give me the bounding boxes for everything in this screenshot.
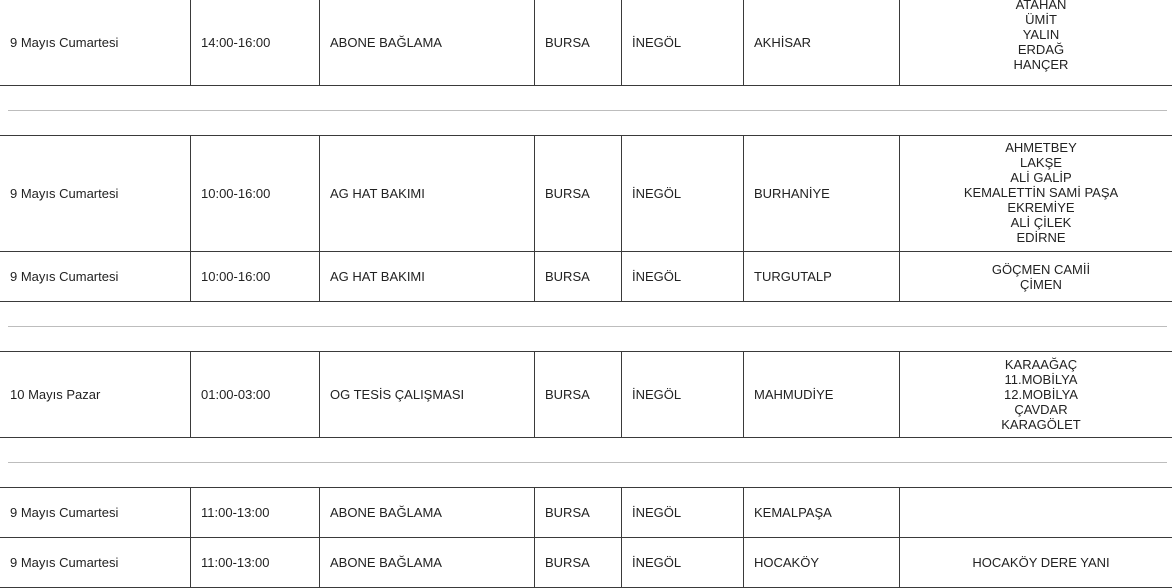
work-type-cell: ABONE BAĞLAMA — [320, 488, 535, 537]
divider — [8, 326, 1167, 327]
district-cell: İNEGÖL — [622, 0, 744, 85]
divider — [8, 462, 1167, 463]
city-cell: BURSA — [535, 538, 622, 587]
district-cell: İNEGÖL — [622, 538, 744, 587]
locations-cell — [900, 488, 1172, 537]
district-cell: İNEGÖL — [622, 352, 744, 437]
work-type-cell: ABONE BAĞLAMA — [320, 538, 535, 587]
neighborhood-cell: AKHİSAR — [744, 0, 900, 85]
city-cell: BURSA — [535, 136, 622, 251]
location-item: ERDAĞ — [1017, 42, 1065, 57]
location-item: HANÇER — [1013, 57, 1069, 72]
table-row — [0, 252, 1172, 302]
location-item: ÇAVDAR — [1014, 402, 1068, 417]
time-cell: 10:00-16:00 — [191, 252, 320, 301]
table-row — [0, 538, 1172, 588]
neighborhood-cell: TURGUTALP — [744, 252, 900, 301]
location-item: GÖÇMEN CAMİİ — [991, 261, 1091, 277]
row-separator — [0, 302, 1172, 352]
location-item: EDİRNE — [1016, 230, 1066, 245]
neighborhood-cell: KEMALPAŞA — [744, 488, 900, 537]
date-cell: 9 Mayıs Cumartesi — [0, 0, 191, 85]
date-cell: 9 Mayıs Cumartesi — [0, 538, 191, 587]
table-row — [0, 136, 1172, 252]
locations-cell — [900, 352, 1172, 437]
location-item: AHMETBEY — [1005, 140, 1077, 155]
location-item: HOCAKÖY DERE YANI — [972, 555, 1110, 570]
city-cell: BURSA — [535, 488, 622, 537]
date-cell: 9 Mayıs Cumartesi — [0, 136, 191, 251]
date-cell: 10 Mayıs Pazar — [0, 352, 191, 437]
location-item: KARAAĞAÇ — [1004, 357, 1078, 372]
location-item: EKREMİYE — [1007, 200, 1075, 215]
divider — [8, 110, 1167, 111]
locations-cell — [900, 538, 1172, 587]
table-row — [0, 352, 1172, 438]
location-item: ALİ GALİP — [1010, 170, 1072, 185]
work-type-cell: AG HAT BAKIMI — [320, 252, 535, 301]
neighborhood-cell: HOCAKÖY — [744, 538, 900, 587]
time-cell: 11:00-13:00 — [191, 488, 320, 537]
location-item: KEMALETTİN SAMİ PAŞA — [963, 185, 1119, 200]
location-item: ATAHAN — [1015, 0, 1067, 12]
location-item: ÜMİT — [1025, 12, 1057, 27]
location-item: YALIN — [1022, 27, 1060, 42]
locations-cell — [900, 134, 1172, 251]
table-row — [0, 488, 1172, 538]
city-cell: BURSA — [535, 252, 622, 301]
time-cell: 11:00-13:00 — [191, 538, 320, 587]
location-item: ÇİMEN — [1020, 276, 1062, 292]
neighborhood-cell: BURHANİYE — [744, 136, 900, 251]
locations-cell — [900, 0, 1172, 85]
row-separator — [0, 86, 1172, 136]
location-item: 12.MOBİLYA — [1004, 387, 1078, 402]
row-separator — [0, 438, 1172, 488]
city-cell: BURSA — [535, 0, 622, 85]
city-cell: BURSA — [535, 352, 622, 437]
location-item: LAKŞE — [1020, 155, 1062, 170]
work-type-cell: AG HAT BAKIMI — [320, 136, 535, 251]
table-row — [0, 0, 1172, 86]
location-item: 11.MOBİLYA — [1004, 372, 1078, 387]
time-cell: 14:00-16:00 — [191, 0, 320, 85]
date-cell: 9 Mayıs Cumartesi — [0, 488, 191, 537]
time-cell: 10:00-16:00 — [191, 136, 320, 251]
district-cell: İNEGÖL — [622, 488, 744, 537]
locations-cell — [900, 252, 1172, 301]
work-type-cell: OG TESİS ÇALIŞMASI — [320, 352, 535, 437]
neighborhood-cell: MAHMUDİYE — [744, 352, 900, 437]
work-type-cell: ABONE BAĞLAMA — [320, 0, 535, 85]
time-cell: 01:00-03:00 — [191, 352, 320, 437]
date-cell: 9 Mayıs Cumartesi — [0, 252, 191, 301]
location-item: ALİ ÇİLEK — [1010, 215, 1072, 230]
district-cell: İNEGÖL — [622, 252, 744, 301]
district-cell: İNEGÖL — [622, 136, 744, 251]
location-item: KARAGÖLET — [1001, 417, 1081, 432]
